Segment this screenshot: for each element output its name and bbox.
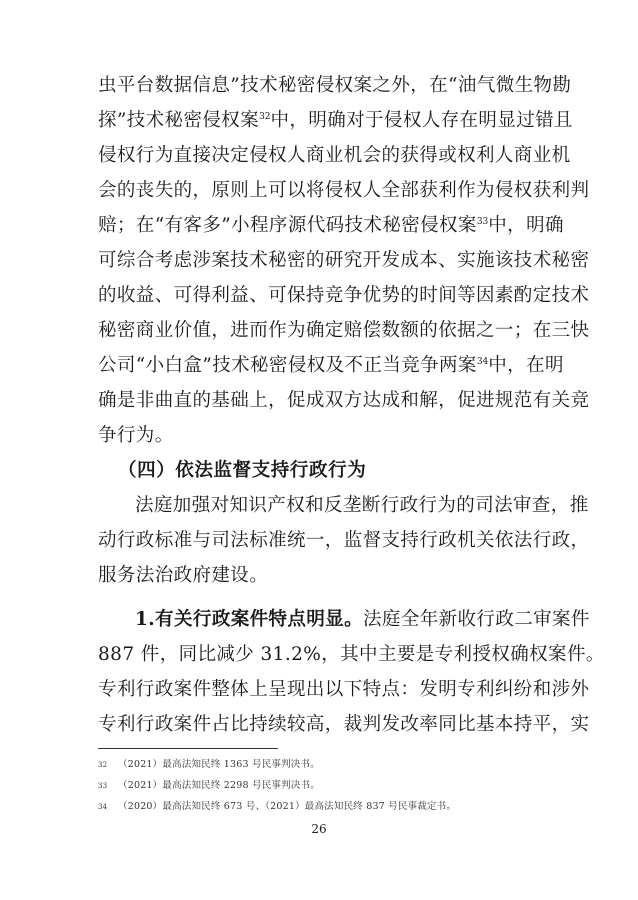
footnote: 34 （2020）最高法知民终 673 号、（2021）最高法知民终 837 号民事裁定书。 [98, 801, 457, 812]
footnote-ref: 33 [476, 216, 489, 227]
page-number: 26 [311, 822, 327, 836]
body-line: 服务法治政府建设。 [98, 565, 269, 586]
body-line: 确是非曲直的基础上，促成双方达成和解，促进规范有关竞 [98, 390, 590, 411]
section-heading: （四）依法监督支持行政行为 [118, 460, 367, 481]
body-line: 专利行政案件整体上呈现出以下特点：发明专利纠纷和涉外 [98, 679, 590, 700]
body-line: 虫平台数据信息”技术秘密侵权案之外，在“油气微生物勘 [98, 75, 572, 96]
body-line: 887 件，同比减少 31.2%，其中主要是专利授权确权案件。 [98, 644, 605, 665]
body-line: 赔；在“有客多”小程序源代码技术秘密侵权案$^{33}$中，明确 [98, 215, 564, 236]
body-line: 法庭加强对知识产权和反垄断行政行为的司法审查，推 [135, 495, 589, 516]
footnote: 33 （2021）最高法知民终 2298 号民事判决书。 [98, 780, 320, 791]
body-line: 1.有关行政案件特点明显。法庭全年新收行政二审案件 [135, 609, 590, 630]
footnote-divider [98, 748, 278, 749]
body-line: 专利行政案件占比持续较高，裁判发改率同比基本持平，实 [98, 714, 590, 735]
body-line: 秘密商业价值，进而作为确定赔偿数额的依据之一；在三快 [98, 320, 590, 341]
subsection-title: 1.有关行政案件特点明显。 [135, 609, 364, 630]
body-line: 可综合考虑涉案技术秘密的研究开发成本、实施该技术秘密 [98, 250, 590, 271]
footnote-ref: 34 [476, 356, 489, 367]
body-line: 争行为。 [98, 425, 174, 446]
footnote-ref: 32 [259, 111, 271, 122]
body-line: 公司“小白盒”技术秘密侵权及不正当竞争两案$^{34}$中，在明 [98, 355, 564, 376]
body-line: 动行政标准与司法标准统一，监督支持行政机关依法行政， [98, 530, 590, 551]
body-line: 探”技术秘密侵权案$^{32}$中，明确对于侵权人存在明显过错且 [98, 110, 573, 131]
body-line: 侵权行为直接决定侵权人商业机会的获得或权利人商业机 [98, 145, 571, 166]
body-line: 会的丧失的，原则上可以将侵权人全部获利作为侵权获利判 [98, 180, 590, 201]
body-line: 的收益、可得利益、可保持竞争优势的时间等因素酌定技术 [98, 285, 590, 306]
footnote: 32 （2021）最高法知民终 1363 号民事判决书。 [98, 759, 320, 770]
